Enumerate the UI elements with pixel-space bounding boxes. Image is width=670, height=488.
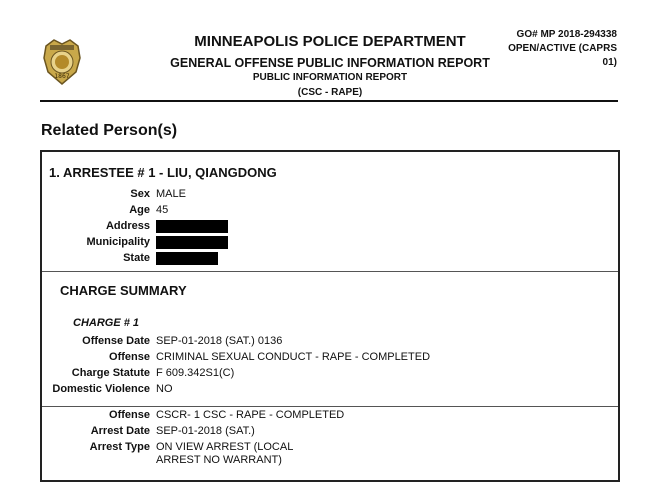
municipality-label: Municipality	[86, 236, 150, 248]
arrest-offense-value: CSCR- 1 CSC - RAPE - COMPLETED	[156, 409, 345, 421]
state-redaction	[156, 252, 218, 265]
case-type: (CSC - RAPE)	[297, 87, 363, 98]
age-label: Age	[129, 204, 150, 216]
police-badge-icon	[40, 36, 84, 88]
go-number: GO# MP 2018-294338	[516, 29, 617, 40]
section-title: Related Person(s)	[41, 122, 178, 139]
arrest-type-value-cont: ARREST NO WARRANT)	[156, 454, 282, 466]
offense-label: Offense	[109, 351, 150, 363]
section-divider	[42, 271, 618, 272]
charge-statute-value: F 609.342S1(C)	[156, 367, 235, 379]
domestic-violence-value: NO	[156, 383, 173, 395]
header-divider	[40, 100, 618, 102]
report-title: GENERAL OFFENSE PUBLIC INFORMATION REPORT	[170, 56, 490, 70]
municipality-redaction	[156, 236, 228, 249]
arrest-date-value: SEP-01-2018 (SAT.)	[156, 425, 255, 437]
status-line-2: 01)	[602, 57, 617, 68]
offense-date-label: Offense Date	[82, 335, 150, 347]
arrest-type-label: Arrest Type	[89, 441, 150, 453]
state-label: State	[123, 252, 150, 264]
arrest-type-value: ON VIEW ARREST (LOCAL	[156, 441, 294, 453]
arrest-divider	[42, 406, 618, 407]
sex-value: MALE	[156, 188, 186, 200]
arrest-offense-label: Offense	[109, 409, 150, 421]
offense-value: CRIMINAL SEXUAL CONDUCT - RAPE - COMPLETED	[156, 351, 431, 363]
status-line-1: OPEN/ACTIVE (CAPRS	[508, 43, 617, 54]
charge-statute-label: Charge Statute	[71, 367, 150, 379]
age-value: 45	[156, 204, 169, 216]
address-redaction	[156, 220, 228, 233]
arrestee-heading: 1. ARRESTEE # 1 - LIU, QIANGDONG	[49, 165, 277, 180]
report-subtitle: PUBLIC INFORMATION REPORT	[252, 72, 408, 83]
sex-label: Sex	[130, 188, 150, 200]
department-title: MINNEAPOLIS POLICE DEPARTMENT	[194, 33, 466, 50]
go-number-block	[505, 28, 617, 70]
svg-text:1867: 1867	[54, 73, 70, 80]
arrest-date-label: Arrest Date	[90, 425, 150, 437]
charge-number: CHARGE # 1	[73, 317, 140, 329]
charge-summary-heading: CHARGE SUMMARY	[60, 283, 187, 298]
domestic-violence-label: Domestic Violence	[52, 383, 150, 395]
offense-date-value: SEP-01-2018 (SAT.) 0136	[156, 335, 283, 347]
address-label: Address	[105, 220, 150, 232]
